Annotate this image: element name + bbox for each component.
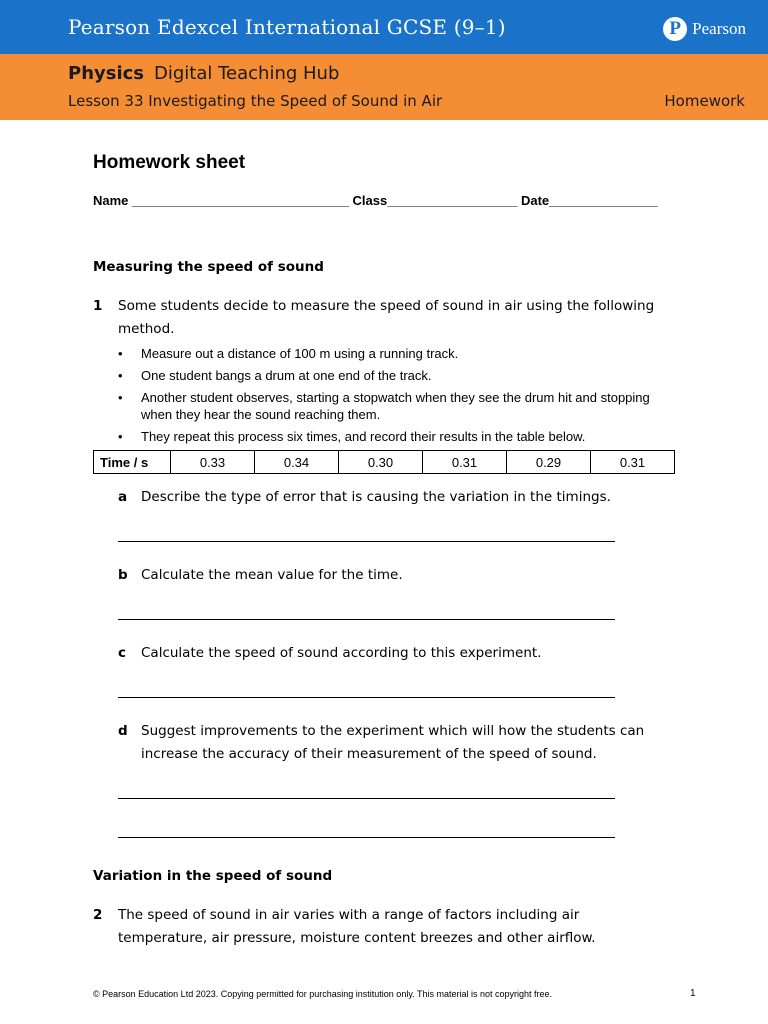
table-cell: 0.33	[171, 451, 255, 474]
table-cell: 0.30	[339, 451, 423, 474]
part-label: b	[118, 567, 128, 583]
hub-name: Digital Teaching Hub	[154, 63, 340, 84]
header-bar	[0, 0, 768, 54]
part-text: Suggest improvements to the experiment which will how the students can increase the accuracy of their measurement of the speed of sound.	[141, 723, 645, 762]
subject-line	[68, 63, 339, 84]
bullet-icon: •	[118, 368, 123, 383]
part-label: c	[118, 645, 127, 661]
subject-name: Physics	[68, 63, 145, 84]
section-heading-variation: Variation in the speed of sound	[93, 868, 333, 884]
qualification-title: Pearson Edexcel International GCSE (9–1)	[68, 15, 506, 39]
section-heading-measuring: Measuring the speed of sound	[93, 259, 324, 275]
answer-line-1b[interactable]	[118, 618, 615, 620]
page-number: 1	[690, 988, 696, 999]
copyright-footer: © Pearson Education Ltd 2023. Copying permitted for purchasing institution only. This material is not copyright free.	[93, 989, 553, 999]
list-item: • One student bangs a drum at one end of the track.	[118, 368, 432, 383]
part-text: Calculate the speed of sound according to this experiment.	[141, 645, 542, 661]
question-1	[93, 295, 683, 341]
student-info-line: Name ______________________________ Class__________________ Date_______________	[93, 193, 658, 208]
pearson-logo	[663, 17, 746, 41]
question-1c	[118, 642, 683, 665]
table-cell: 0.34	[255, 451, 339, 474]
pearson-logo-word: Pearson	[692, 19, 746, 38]
sheet-title: Homework sheet	[93, 152, 246, 173]
list-item: • Another student observes, starting a stopwatch when they see the drum hit and stopping when they hear the sound reaching them.	[118, 390, 650, 422]
resource-type: Homework	[664, 92, 745, 110]
pearson-logo-icon: P	[663, 17, 687, 41]
bullet-icon: •	[118, 346, 123, 361]
answer-line-1c[interactable]	[118, 696, 615, 698]
answer-line-1d-1[interactable]	[118, 797, 615, 799]
question-text: The speed of sound in air varies with a range of factors including air temperature, air pressure, moisture content breezes and other airflow.	[118, 907, 596, 946]
question-1a	[118, 486, 683, 509]
part-text: Describe the type of error that is causing the variation in the timings.	[141, 489, 611, 505]
answer-line-1d-2[interactable]	[118, 836, 615, 838]
table-header-time: Time / s	[94, 451, 171, 474]
table-cell: 0.31	[423, 451, 507, 474]
question-1d	[118, 720, 683, 766]
table-row	[94, 451, 675, 474]
bullet-icon: •	[118, 429, 123, 444]
lesson-title: Lesson 33 Investigating the Speed of Sound in Air	[68, 92, 443, 110]
question-text: Some students decide to measure the speed of sound in air using the following method.	[118, 298, 655, 337]
question-2	[93, 904, 683, 950]
list-item: • They repeat this process six times, and record their results in the table below.	[118, 429, 586, 444]
part-label: a	[118, 489, 128, 505]
worksheet-body	[93, 152, 683, 950]
answer-line-1a[interactable]	[118, 540, 615, 542]
question-number: 1	[93, 298, 103, 314]
list-item: • Measure out a distance of 100 m using a running track.	[118, 346, 459, 361]
question-1b	[118, 564, 683, 587]
table-cell: 0.29	[507, 451, 591, 474]
bullet-icon: •	[118, 390, 123, 405]
lesson-bar	[0, 54, 768, 120]
part-text: Calculate the mean value for the time.	[141, 567, 403, 583]
part-label: d	[118, 723, 128, 739]
timings-table	[93, 450, 675, 474]
table-cell: 0.31	[591, 451, 675, 474]
method-list	[118, 345, 683, 445]
question-number: 2	[93, 907, 103, 923]
